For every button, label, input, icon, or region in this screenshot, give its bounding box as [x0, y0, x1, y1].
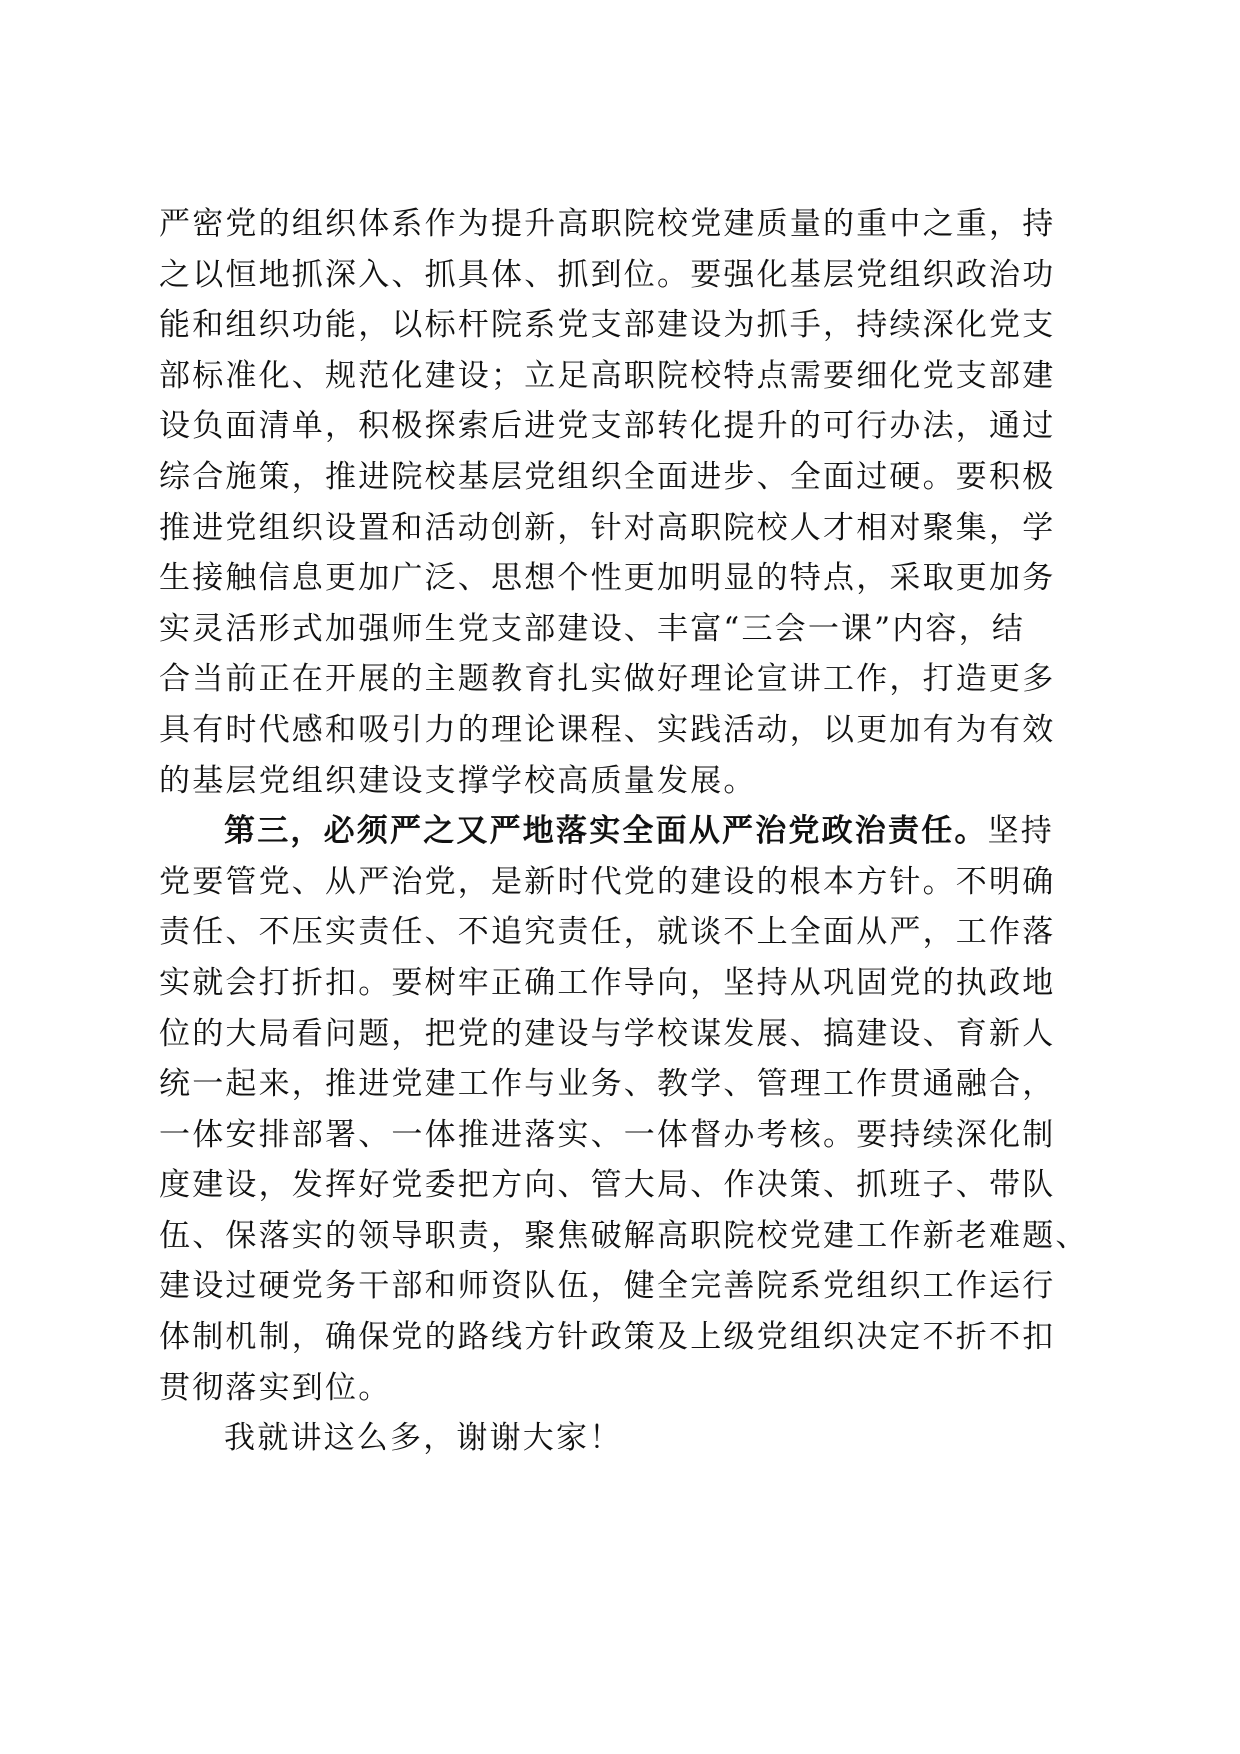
text-line: 的基层党组织建设支撑学校高质量发展。 — [159, 762, 757, 799]
text-line: 推进党组织设置和活动创新，针对高职院校人才相对聚集，学 — [159, 509, 1056, 546]
text-line: 实就会打折扣。要树牢正确工作导向，坚持从巩固党的执政地 — [159, 964, 1056, 1001]
text-line: 党要管党、从严治党，是新时代党的建设的根本方针。不明确 — [159, 863, 1056, 900]
paragraph-organization — [159, 199, 1081, 806]
text-line: 实灵活形式加强师生党支部建设、丰富“三会一课”内容，结 — [159, 610, 1026, 647]
text-line: 伍、保落实的领导职责，聚焦破解高职院校党建工作新老难题、 — [159, 1217, 1089, 1254]
text-line: 责任、不压实责任、不追究责任，就谈不上全面从严，工作落 — [159, 914, 1056, 951]
paragraph-closing — [159, 1413, 1081, 1464]
text-line: 合当前正在开展的主题教育扎实做好理论宣讲工作，打造更多 — [159, 661, 1056, 698]
document-body — [159, 199, 1089, 1464]
text-line: 严密党的组织体系作为提升高职院校党建质量的重中之重，持 — [159, 206, 1056, 242]
text-line: 具有时代感和吸引力的理论课程、实践活动，以更加有为有效 — [159, 711, 1056, 748]
paragraph-third-point — [159, 806, 1089, 1413]
closing-remark: 我就讲这么多，谢谢大家！ — [224, 1420, 623, 1457]
text-line: 统一起来，推进党建工作与业务、教学、管理工作贯通融合， — [159, 1066, 1056, 1103]
text-line: 综合施策，推进院校基层党组织全面进步、全面过硬。要积极 — [159, 458, 1056, 495]
text-line: 设负面清单，积极探索后进党支部转化提升的可行办法，通过 — [159, 408, 1056, 445]
text-line: 生接触信息更加广泛、思想个性更加明显的特点，采取更加务 — [159, 560, 1056, 597]
text-line: 贯彻落实到位。 — [159, 1369, 392, 1406]
paragraph-first-line — [159, 806, 1081, 857]
text-line: 能和组织功能，以标杆院系党支部建设为抓手，持续深化党支 — [159, 307, 1056, 344]
text-line: 之以恒地抓深入、抓具体、抓到位。要强化基层党组织政治功 — [159, 256, 1056, 293]
text-line: 部标准化、规范化建设；立足高职院校特点需要细化党支部建 — [159, 357, 1056, 394]
heading-continuation: 坚持 — [987, 813, 1055, 850]
text-line: 位的大局看问题，把党的建设与学校谋发展、搞建设、育新人 — [159, 1015, 1056, 1052]
text-line: 体制机制，确保党的路线方针政策及上级党组织决定不折不扣 — [159, 1319, 1056, 1356]
text-line: 一体安排部署、一体推进落实、一体督办考核。要持续深化制 — [159, 1116, 1056, 1153]
text-line: 建设过硬党务干部和师资队伍，健全完善院系党组织工作运行 — [159, 1268, 1056, 1305]
section-heading: 第三，必须严之又严地落实全面从严治党政治责任。 — [224, 813, 988, 850]
text-line: 度建设，发挥好党委把方向、管大局、作决策、抓班子、带队 — [159, 1167, 1056, 1204]
